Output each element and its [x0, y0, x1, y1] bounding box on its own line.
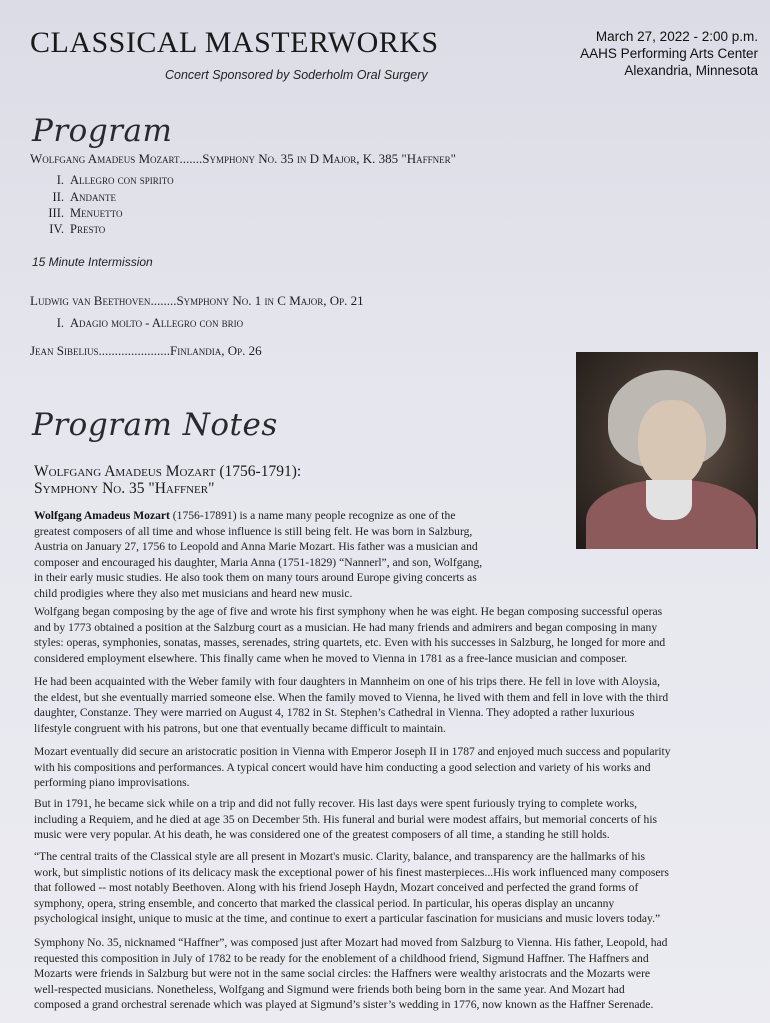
work-title: Symphony No. 35 in D Major, K. 385 "Haffner" [202, 151, 456, 166]
notes-paragraph-1 [34, 508, 570, 601]
notes-paragraph-6: “The central traits of the Classical style are all present in Mozart's music. Clarity, balance, and transparency are the hallmarks of his work, but simplistic notions of its delicacy mask the exceptional power of his finest masterpieces...His work influenced many composers that followed -- most notably Beethoven. Along with his friend Joseph Haydn, Mozart conceived and perfected the grand forms of symphony, opera, string ensemble, and concerto that marked the classical period. In particular, his operas display an uncanny psychological insight, unique to music at the time, and continue to exert a particular fascination for musicians and music lovers today.” [34, 850, 669, 925]
notes-paragraph-1-text: (1756-17891) is a name many people recognize as one of the greatest composers of all time and whose influence is still being felt. He was born in Salzburg, Austria on January 27, 1756 to Leopold and Anna Marie Mozart. His father was a musician and composer and encouraged his daughter, Maria Anna (1751-1829) “Nannerl”, and son, Wolfgang, in their early music studies. He also took them on many tours around Europe giving concerts as child prodigies where they also met musicians and heard new music. [34, 509, 483, 600]
composer-name: Wolfgang Amadeus Mozart [30, 151, 180, 166]
notes-subtitle-line2: Symphony No. 35 "Haffner" [34, 480, 215, 497]
notes-subtitle [34, 463, 301, 497]
composer-name: Jean Sibelius [30, 343, 99, 358]
portrait-face [638, 400, 706, 488]
movement-title: Presto [70, 222, 106, 236]
event-location: Alexandria, Minnesota [624, 63, 758, 78]
event-venue: AAHS Performing Arts Center [580, 46, 758, 61]
movement-item [34, 190, 116, 205]
notes-paragraph-5: But in 1791, he became sick while on a trip and did not fully recover. His last days were spent furiously trying to complete works, including a Requiem, and he died at age 35 on December 5th. His funeral and burial were modest affairs, but memorial concerts of his music were very popular. At his death, he was considered one of the greatest composers of all time, a standing he still holds. [34, 797, 658, 841]
composer-name: Ludwig van Beethoven [30, 293, 151, 308]
movement-number: II. [52, 190, 64, 204]
movement-item [34, 206, 122, 221]
movement-number: III. [48, 206, 64, 220]
notes-paragraph-2: Wolfgang began composing by the age of five and wrote his first symphony when he was eight. He began composing successful operas and by 1773 obtained a position at the Salzburg court as a musician. He had many friends and admirers and began composing in many styles: operas, symphonies, sonatas, masses, serenades, string quartets, etc. Even with his successes in Salzburg, he longed for more and considered employment elsewhere. This finally came when he moved to Vienna in 1781 as a free-lance musician and composer. [34, 605, 666, 665]
movement-title: Andante [70, 190, 117, 204]
event-info [580, 28, 758, 79]
notes-paragraph-3: He had been acquainted with the Weber family with four daughters in Mannheim on one of his trips there. He fell in love with Aloysia, the eldest, but she eventually married someone else. When the family moved to Vienna, he lived with them and fell in love with the third daughter, Constanze. They were married on August 4, 1782 in St. Stephen’s Cathedral in Vienna. They adopted a rather luxurious lifestyle congruent with his patrons, but one that eventually became difficult to maintain. [34, 675, 669, 735]
movement-item [34, 222, 105, 237]
program-notes-heading: Program Notes [32, 407, 278, 443]
notes-paragraph-7: Symphony No. 35, nicknamed “Haffner”, was composed just after Mozart had moved from Salzburg to Vienna. His father, Leopold, had requested this composition in July of 1782 to be ready for the enoblement of a childhood friend, Sigmund Haffner. The Haffners and Mozarts were friends in Salzburg but were not in the same social circles: the Haffners were wealthy aristocrats and the Mozarts were well-respected musicians. Nonetheless, Wolfgang and Sigmund were friends both being born in the same year. And Mozart had composed a grand orchestral serenade which was played at Sigmund’s sister’s wedding in 1776, now known as the Haffner Serenade. [34, 936, 668, 1011]
leader-dots: ....... [179, 151, 203, 166]
event-date-time: March 27, 2022 - 2:00 p.m. [595, 29, 758, 44]
movement-item [34, 173, 174, 188]
movement-title: Adagio molto - Allegro con brio [70, 316, 244, 330]
portrait-collar [646, 480, 692, 520]
movement-number: IV. [49, 222, 64, 236]
work-title: Finlandia, Op. 26 [170, 343, 262, 358]
movement-title: Allegro con spirito [70, 173, 174, 187]
leader-dots: ........ [150, 293, 177, 308]
program-piece-sibelius [30, 343, 262, 359]
sponsor-line: Concert Sponsored by Soderholm Oral Surgery [165, 68, 428, 82]
mozart-portrait [576, 352, 758, 549]
work-title: Symphony No. 1 in C Major, Op. 21 [176, 293, 364, 308]
intermission-note: 15 Minute Intermission [32, 255, 153, 269]
program-heading: Program [32, 113, 173, 149]
notes-bold-name: Wolfgang Amadeus Mozart [34, 509, 170, 522]
movement-number: I. [56, 173, 64, 187]
movement-number: I. [56, 316, 64, 330]
movement-item [34, 316, 243, 331]
notes-paragraph-4: Mozart eventually did secure an aristocratic position in Vienna with Emperor Joseph II in 1787 and enjoyed much success and popularity with his compositions and performances. A typical concert would have him conducting a good selection and variety of his works and performing piano improvisations. [34, 745, 671, 789]
program-piece-mozart [30, 151, 456, 167]
movement-title: Menuetto [70, 206, 123, 220]
program-piece-beethoven [30, 293, 364, 309]
concert-title: CLASSICAL MASTERWORKS [30, 26, 439, 59]
notes-subtitle-line1: Wolfgang Amadeus Mozart (1756-1791): [34, 463, 302, 480]
leader-dots: ...................... [98, 343, 171, 358]
